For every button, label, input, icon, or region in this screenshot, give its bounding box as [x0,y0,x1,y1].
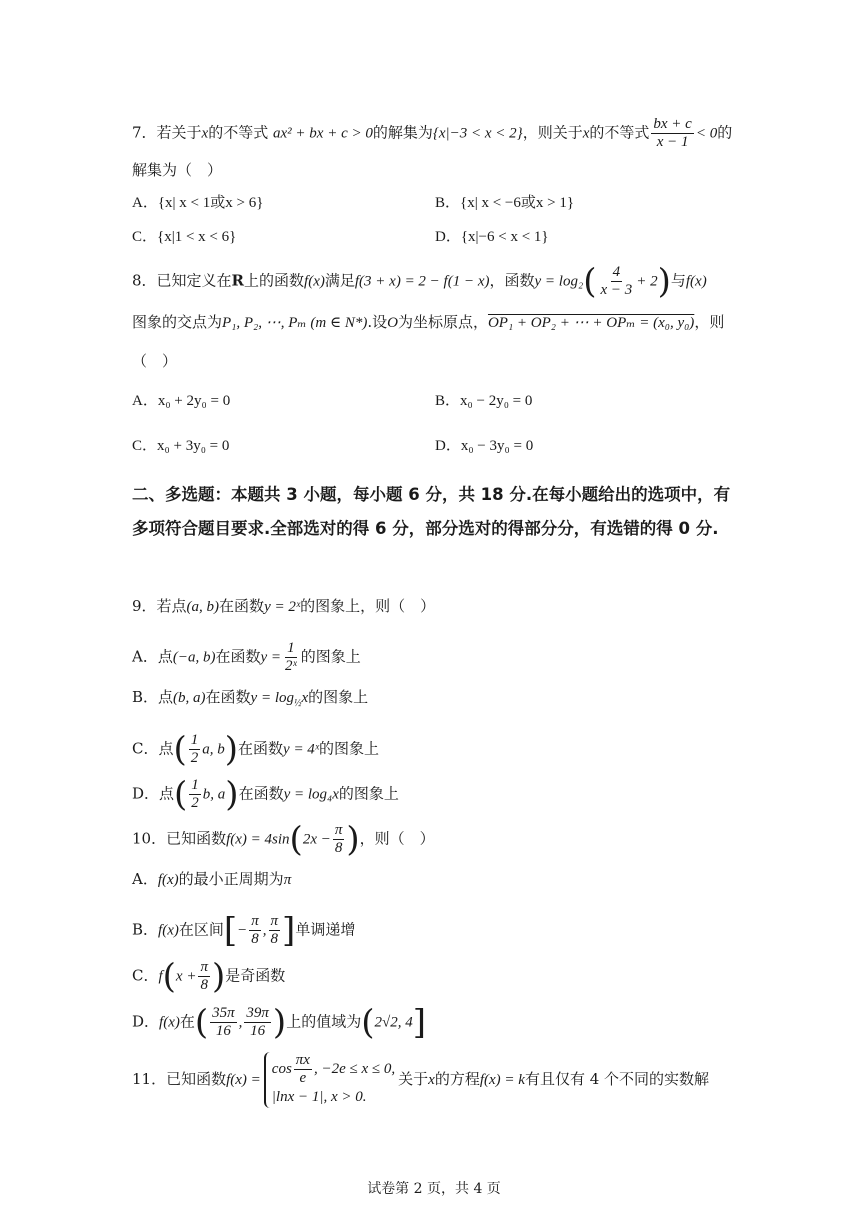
q9-b-text: 在函数 [205,688,251,706]
q11-case-1 [272,1052,395,1087]
q9-c-fraction [189,732,201,767]
q10-d-numerator: 39π [246,1005,269,1021]
q8-function: f(x) [685,273,707,290]
q9-d-numerator: 1 [191,777,199,793]
q9-d-fraction [189,777,201,812]
q10-argument: 2x − [302,831,331,848]
q7-var: x [201,125,209,142]
q7-option-b: B．{x| x < −6或x > 1} [435,195,575,211]
q9-text: 在函数 [219,597,265,615]
q10-d-denominator: 16 [250,1023,266,1039]
q7-text: 的不等式 [589,123,650,142]
q7-fraction-numerator: bx + c [653,116,692,132]
question-11-stem [132,1052,709,1108]
q7-var: x [582,125,590,142]
q8-real-set: R [231,271,245,290]
q9-c-text: C．点 [132,739,174,758]
q7-option-c: C．{x|1 < x < 6} [132,229,237,245]
q11-case-1-condition: , −2e ≤ x ≤ 0, [313,1060,396,1077]
q8-intersection-points: P₁, P₂, ⋯, Pₘ (m ∈ N*) [222,315,368,331]
q7-text: ，则关于 [522,123,583,142]
q10-b-numerator: π [270,913,279,929]
q8-text: 满足 [324,271,355,290]
q7-text: 的解集为 [372,123,433,142]
q7-inequality-tail: < 0 [695,125,718,142]
q8-text: ，函数 [489,271,535,290]
q10-option-d: D．f(x)在( $\frac{35\pi}{16}$ , $\frac{39\pi}{16}$ )上的值域为(2√2, 4] [132,1002,426,1043]
q8-origin: O [387,315,398,331]
q10-d-fraction-left [210,1005,237,1040]
q10-d-text: 上的值域为 [286,1012,362,1031]
q10-d-denominator: 16 [215,1023,231,1039]
q11-equation: f(x) = k [479,1072,525,1088]
q10-b-function: f(x) [158,922,179,939]
q10-d-range: 2√2, 4 [374,1014,413,1031]
q9-text: 的图象上，则（ ） [300,597,436,615]
q9-d-function: y = log₄x [283,786,339,803]
q9-b-text: B．点 [132,688,174,706]
q9-option-b [132,686,368,715]
q8-text: 为坐标原点， [397,313,488,331]
q9-option-d: D．点( $\frac{1}{2}$ b, a)在函数y = log₄x的图象上 [132,774,399,815]
q8-option-c: C．x₀ + 3y₀ = 0 [132,438,230,454]
q11-denominator: e [299,1070,307,1086]
q9-c-numerator: 1 [190,732,199,748]
q9-text: 9．若点 [132,597,187,615]
q9-b-function: y = log [250,690,294,706]
q8-fraction [598,264,634,299]
q10-c-function: f [158,968,163,985]
q9-option-a [132,640,361,675]
question-8-stem-line2 [132,311,724,334]
q10-c-numerator: π [200,959,208,975]
q10-a-text: 的最小正周期为 [178,870,284,888]
q10-function: f(x) = 4sin [226,831,290,848]
q10-text: ，则（ ） [359,829,435,848]
q8-text: 图象的交点为 [132,313,223,331]
q11-text: 有且仅有 4 个不同的实数解 [524,1070,710,1088]
question-7-stem [132,116,732,151]
q7-option-d: D．{x|−6 < x < 1} [435,229,549,245]
q9-c-text: 的图象上 [319,739,380,758]
q8-text: .设 [367,313,388,331]
q9-a-text: 在函数 [215,647,261,666]
q9-c-point-rest: a, b [202,741,225,758]
section-2-heading: 二、多选题：本题共 3 小题，每小题 6 分，共 18 分.在每小题给出的选项中，有多项符合题目要求.全部选对的得 6 分，部分选对的得部分分，有选错的得 0 分. [132,485,731,538]
q11-text: 的方程 [434,1070,480,1088]
q9-b-point: (b, a) [173,690,206,706]
q11-text: 11．已知函数 [132,1070,227,1088]
q10-b-numerator: π [251,913,259,929]
q10-b-denominator: 8 [251,931,259,947]
q8-fraction-numerator: 4 [612,264,621,280]
question-8-stem-line3: （ ） [132,352,178,370]
q9-a-text: A．点 [132,647,173,666]
q9-d-denominator: 2 [191,795,199,811]
q9-b-text: 的图象上 [308,688,369,706]
q10-option-a: A．f(x)的最小正周期为π [132,870,292,888]
question-9-stem [132,595,435,618]
q9-a-numerator: 1 [287,640,295,656]
q10-d-text: 在 [179,1012,195,1031]
q11-function: f(x) = [226,1072,261,1088]
q10-b-fraction-right [269,913,281,948]
q11-case-1-fraction [294,1052,312,1087]
q10-text: 10．已知函数 [132,829,227,848]
page-footer: 试卷第 2 页，共 4 页 [367,1181,501,1197]
q10-b-fraction-left [249,913,261,948]
q11-text: 关于 [398,1070,429,1088]
q9-point: (a, b) [186,599,220,615]
q11-case-2: |lnx − 1|, x > 0. [271,1089,367,1105]
q9-d-text: 的图象上 [338,784,399,803]
q11-cos: cos [271,1060,292,1077]
q9-a-text: 的图象上 [300,647,361,666]
question-7-stem-line2: 解集为（ ） [132,161,223,179]
q10-c-text: 是奇函数 [225,966,286,985]
q8-function: f(x) [304,273,325,290]
q8-log-function: y = log₂ [534,273,584,290]
q9-c-function: y = 4ˣ [283,741,320,758]
q11-piecewise [264,1052,395,1108]
q10-b-text: 单调递增 [295,920,356,939]
q10-c-argument: x + [175,968,197,985]
q11-numerator: πx [295,1052,310,1068]
q9-d-point-rest: b, a [202,786,226,803]
q10-d-numerator: 35π [212,1005,235,1021]
q10-numerator: π [334,822,343,838]
q8-vector-sum: OP₁ + OP₂ + ⋯ + OPₘ = (x₀, y₀) [487,315,695,331]
q8-option-a: A．x₀ + 2y₀ = 0 [132,393,231,409]
q10-option-c: C．f(x + $\frac{\pi}{8}$ )是奇函数 [132,956,286,997]
q7-fraction-denominator: x − 1 [656,134,689,150]
q10-d-function: f(x) [159,1014,180,1031]
q7-option-a: A．{x| x < 1或x > 6} [132,195,264,211]
q9-c-denominator: 2 [190,750,199,766]
q10-option-b: B．f(x)在区间[− $\frac{\pi}{8}$ , $\frac{\pi}{8}$ ]单调递增 [132,910,356,951]
q7-inequality: ax² + bx + c > 0 [273,125,373,142]
q10-c-denominator: 8 [200,977,208,993]
q8-option-b: B．x₀ − 2y₀ = 0 [435,393,533,409]
q7-solution-set: {x|−3 < x < 2} [432,125,523,142]
q10-c-fraction [198,959,210,994]
question-8-stem: 8．已知定义在R上的函数f(x)满足f(3 + x) = 2 − f(1 − x)，函数y = log₂( $\frac{4}{x - 3}$ + 2)与f(x) [132,261,707,302]
q9-function: y = 2ˣ [264,599,301,615]
q10-fraction [333,822,345,857]
q7-fraction [651,116,693,151]
q8-text: 与 [670,271,686,290]
q9-a-point: (−a, b) [172,649,216,666]
q8-text: 上的函数 [244,271,305,290]
q8-text: ，则 [694,313,725,331]
q7-text: 7．若关于 [132,123,202,142]
q9-a-fraction [283,640,299,675]
q9-option-c: C．点( $\frac{1}{2}$ a, b)在函数y = 4ˣ的图象上 [132,729,380,770]
question-10-stem: 10．已知函数f(x) = 4sin(2x − $\frac{\pi}{8}$ )，则（ ） [132,819,435,860]
q9-a-function: y = [260,649,282,666]
q10-denominator: 8 [334,840,343,856]
q10-a-function: f(x) [157,872,179,888]
q9-b-var: x [301,690,309,706]
q9-b-log-base: ½ [294,698,302,709]
q8-plus-term: + 2 [636,273,658,290]
q9-c-text: 在函数 [238,739,284,758]
q7-text: 的不等式 [208,123,269,142]
q11-var: x [428,1072,435,1088]
q8-functional-equation: f(3 + x) = 2 − f(1 − x) [354,273,490,290]
q7-text: 的 [717,123,733,142]
q10-b-text: 在区间 [178,920,224,939]
q8-fraction-denominator: x − 3 [600,282,633,298]
q9-a-denominator: 2ˣ [285,658,297,674]
q10-b-denominator: 8 [270,931,279,947]
q8-option-d: D．x₀ − 3y₀ = 0 [435,438,534,454]
q10-a-period: π [283,872,292,888]
q8-text: 8．已知定义在 [132,271,232,290]
q9-d-text: 在函数 [238,784,284,803]
q9-d-text: D．点 [132,784,175,803]
q10-d-fraction-right [244,1005,271,1040]
